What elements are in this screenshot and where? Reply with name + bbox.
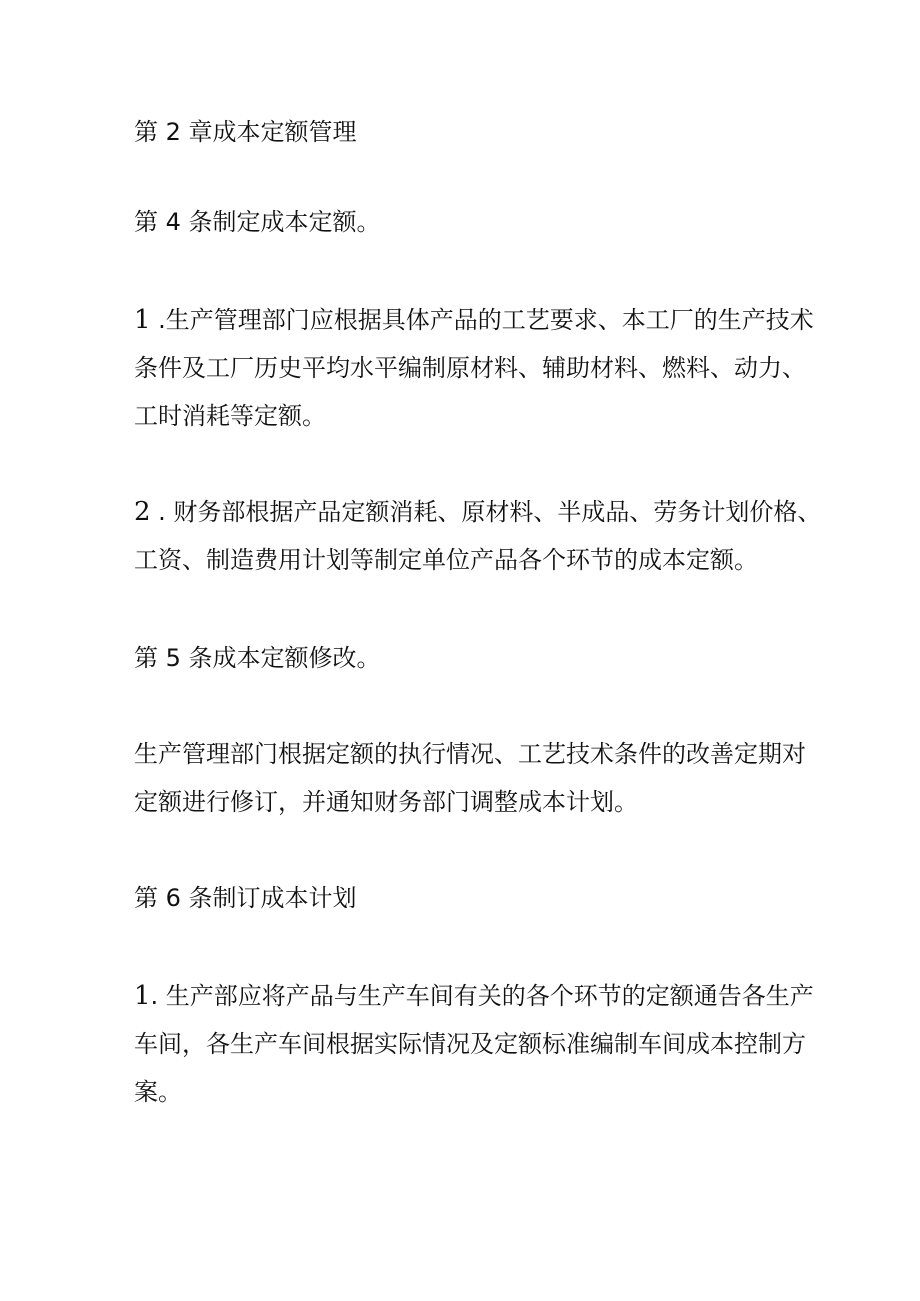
article-5-heading: 第 5 条成本定额修改。	[134, 644, 381, 672]
chapter-heading: 第 2 章成本定额管理	[134, 118, 357, 146]
article-5-body-line-1: 生产管理部门根据定额的执行情况、工艺技术条件的改善定期对	[134, 740, 806, 768]
article-4-item-1-line-1	[134, 304, 854, 336]
item-text: .生产管理部门应根据具体产品的工艺要求、本工厂的生产技术	[150, 306, 814, 334]
article-6-item-1-line-2: 车间，各生产车间根据实际情况及定额标准编制车间成本控制方	[134, 1030, 806, 1058]
item-number: 1	[134, 305, 151, 335]
item-number: 1	[134, 981, 151, 1011]
item-text: . 财务部根据产品定额消耗、原材料、半成品、劳务计划价格、	[150, 498, 822, 526]
article-5-body-line-2: 定额进行修订，并通知财务部门调整成本计划。	[134, 788, 638, 816]
article-4-item-1-line-2: 条件及工厂历史平均水平编制原材料、辅助材料、燃料、动力、	[134, 354, 806, 382]
article-6-heading: 第 6 条制订成本计划	[134, 884, 357, 912]
article-6-item-1-line-3: 案。	[134, 1078, 182, 1106]
article-6-item-1-line-1	[134, 980, 854, 1012]
article-4-item-1-line-3: 工时消耗等定额。	[134, 402, 326, 430]
article-4-item-2-line-2: 工资、制造费用计划等制定单位产品各个环节的成本定额。	[134, 546, 758, 574]
item-text: . 生产部应将产品与生产车间有关的各个环节的定额通告各生产	[150, 982, 814, 1010]
item-number: 2	[134, 497, 151, 527]
article-4-heading: 第 4 条制定成本定额。	[134, 208, 381, 236]
article-4-item-2-line-1	[134, 496, 854, 528]
